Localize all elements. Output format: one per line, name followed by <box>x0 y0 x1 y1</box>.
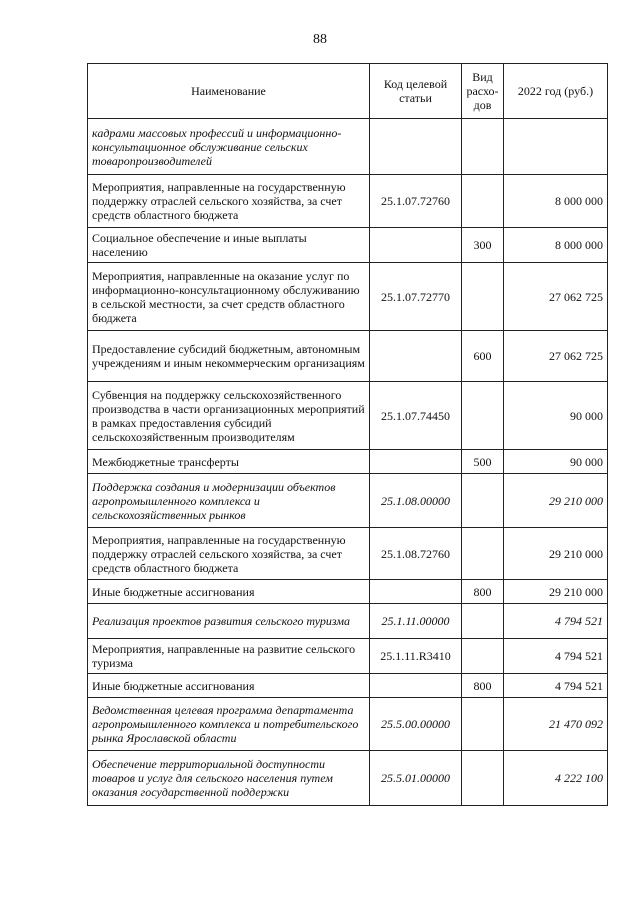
header-name: Наименование <box>88 64 370 119</box>
row-name-cell: Обеспечение территориальной доступности товаров и услуг для сельского населения путем оказания государственной поддержки <box>88 751 370 806</box>
row-code-cell: 25.1.07.74450 <box>370 382 462 450</box>
row-name-cell: Предоставление субсидий бюджетным, автономным учреждениям и иным некоммерческим организациям <box>88 331 370 382</box>
row-expense-type-cell <box>462 528 504 580</box>
row-code-cell <box>370 450 462 474</box>
table-row <box>88 119 608 175</box>
row-code-cell <box>370 228 462 263</box>
row-amount-cell: 90 000 <box>504 382 608 450</box>
row-expense-type-cell <box>462 263 504 331</box>
header-amount-2022: 2022 год (руб.) <box>504 64 608 119</box>
row-name-cell: Поддержка создания и модернизации объектов агропромышленного комплекса и сельскохозяйственных рынков <box>88 474 370 528</box>
row-code-cell: 25.5.00.00000 <box>370 698 462 751</box>
table-row <box>88 450 608 474</box>
row-name-cell: Субвенция на поддержку сельскохозяйственного производства в части организационных мероприятий в рамках предоставления субсидий сельскохозяйственным производителям <box>88 382 370 450</box>
row-expense-type-cell <box>462 382 504 450</box>
row-name-cell: Реализация проектов развития сельского туризма <box>88 604 370 639</box>
page-number: 88 <box>313 32 327 47</box>
table-row <box>88 175 608 228</box>
row-amount-cell: 27 062 725 <box>504 263 608 331</box>
table-row <box>88 382 608 450</box>
row-expense-type-cell: 500 <box>462 450 504 474</box>
table-header <box>88 64 608 119</box>
row-code-cell <box>370 331 462 382</box>
row-code-cell: 25.1.08.72760 <box>370 528 462 580</box>
row-name-cell: Иные бюджетные ассигнования <box>88 580 370 604</box>
row-name-cell: Мероприятия, направленные на государственную поддержку отраслей сельского хозяйства, за счет средств областного бюджета <box>88 175 370 228</box>
row-code-cell: 25.5.01.00000 <box>370 751 462 806</box>
row-amount-cell: 27 062 725 <box>504 331 608 382</box>
row-name-cell: Социальное обеспечение и иные выплаты населению <box>88 228 370 263</box>
row-code-cell: 25.1.07.72770 <box>370 263 462 331</box>
row-amount-cell: 90 000 <box>504 450 608 474</box>
budget-table <box>87 63 608 806</box>
table-row <box>88 639 608 674</box>
header-code: Код целевой статьи <box>370 64 462 119</box>
row-code-cell: 25.1.07.72760 <box>370 175 462 228</box>
row-expense-type-cell <box>462 474 504 528</box>
header-expense-type: Вид расхо-дов <box>462 64 504 119</box>
row-code-cell <box>370 119 462 175</box>
row-code-cell: 25.1.08.00000 <box>370 474 462 528</box>
row-expense-type-cell <box>462 639 504 674</box>
row-code-cell: 25.1.11.00000 <box>370 604 462 639</box>
row-amount-cell: 29 210 000 <box>504 580 608 604</box>
table-row <box>88 263 608 331</box>
row-expense-type-cell <box>462 751 504 806</box>
row-code-cell: 25.1.11.R3410 <box>370 639 462 674</box>
row-expense-type-cell <box>462 175 504 228</box>
row-expense-type-cell: 800 <box>462 674 504 698</box>
table-row <box>88 228 608 263</box>
table-row <box>88 751 608 806</box>
row-expense-type-cell: 300 <box>462 228 504 263</box>
row-name-cell: Мероприятия, направленные на государственную поддержку отраслей сельского хозяйства, за счет средств областного бюджета <box>88 528 370 580</box>
table-row <box>88 528 608 580</box>
row-code-cell <box>370 580 462 604</box>
row-amount-cell: 8 000 000 <box>504 228 608 263</box>
row-amount-cell: 4 794 521 <box>504 604 608 639</box>
table-row <box>88 474 608 528</box>
table-row <box>88 331 608 382</box>
row-expense-type-cell <box>462 604 504 639</box>
row-code-cell <box>370 674 462 698</box>
row-name-cell: Иные бюджетные ассигнования <box>88 674 370 698</box>
table-row <box>88 698 608 751</box>
table-body <box>88 119 608 806</box>
row-amount-cell: 4 222 100 <box>504 751 608 806</box>
row-expense-type-cell: 600 <box>462 331 504 382</box>
row-expense-type-cell <box>462 698 504 751</box>
row-amount-cell: 4 794 521 <box>504 639 608 674</box>
row-name-cell: Межбюджетные трансферты <box>88 450 370 474</box>
row-amount-cell: 4 794 521 <box>504 674 608 698</box>
table-row <box>88 604 608 639</box>
row-amount-cell: 29 210 000 <box>504 528 608 580</box>
row-expense-type-cell: 800 <box>462 580 504 604</box>
row-amount-cell <box>504 119 608 175</box>
row-amount-cell: 29 210 000 <box>504 474 608 528</box>
row-amount-cell: 21 470 092 <box>504 698 608 751</box>
row-amount-cell: 8 000 000 <box>504 175 608 228</box>
row-expense-type-cell <box>462 119 504 175</box>
row-name-cell: Ведомственная целевая программа департамента агропромышленного комплекса и потребительского рынка Ярославской области <box>88 698 370 751</box>
table-row <box>88 580 608 604</box>
row-name-cell: Мероприятия, направленные на оказание услуг по информационно-консультационному обслуживанию в сельской местности, за счет средств областного бюджета <box>88 263 370 331</box>
table-row <box>88 674 608 698</box>
row-name-cell: кадрами массовых профессий и информационно-консультационное обслуживание сельских товаропроизводителей <box>88 119 370 175</box>
row-name-cell: Мероприятия, направленные на развитие сельского туризма <box>88 639 370 674</box>
